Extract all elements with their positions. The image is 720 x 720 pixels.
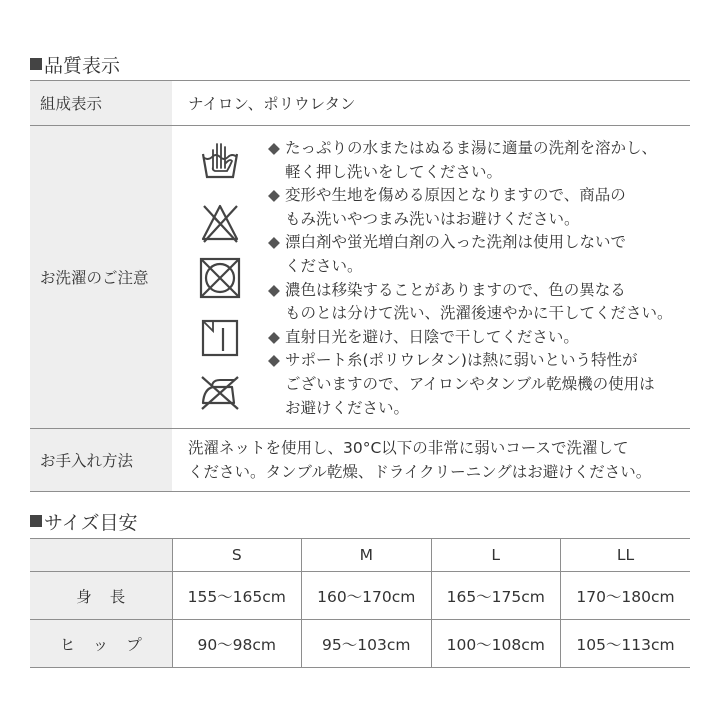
maintenance-text: 洗濯ネットを使用し、30°C以下の非常に弱いコースで洗濯して ください。タンブル乾燥、ドライクリーニングはお避けください。	[188, 439, 652, 481]
maintenance-row	[30, 429, 690, 492]
care-note-text: 漂白剤や蛍光増白剤の入った洗剤は使用しないで ください。	[285, 233, 627, 275]
care-note	[268, 137, 690, 184]
size-cell: 105〜113cm	[561, 620, 691, 668]
care-notes	[268, 126, 690, 428]
height-label-text: 身長	[76, 587, 144, 606]
care-note-text: 濃色は移染することがありますので、色の異なる ものとは分けて洗い、洗濯後速やかに干してください。	[285, 280, 673, 323]
quality-heading-text: 品質表示	[44, 54, 121, 77]
care-note	[268, 349, 690, 420]
heading-square-icon	[30, 58, 42, 70]
bullet-diamond-icon: ◆	[268, 351, 280, 370]
no-bleach-icon	[200, 203, 240, 243]
size-col-header: S	[172, 539, 302, 572]
care-note	[268, 279, 690, 326]
size-cell: 170〜180cm	[561, 572, 691, 620]
hand-wash-icon	[200, 140, 240, 180]
hip-label-text: ヒップ	[59, 635, 160, 654]
size-cell: 160〜170cm	[302, 572, 432, 620]
care-symbols	[172, 126, 268, 428]
care-note-text: たっぷりの水またはぬるま湯に適量の洗剤を溶かし、 軽く押し洗いをしてください。	[285, 139, 658, 181]
quality-table	[30, 80, 690, 492]
maintenance-label: お手入れ方法	[30, 429, 172, 491]
height-row	[30, 572, 690, 620]
care-note	[268, 184, 690, 231]
quality-section-heading	[30, 52, 120, 76]
size-cell: 165〜175cm	[431, 572, 561, 620]
care-label: お洗濯のご注意	[30, 126, 172, 428]
bullet-diamond-icon: ◆	[268, 327, 280, 346]
size-cell: 155〜165cm	[172, 572, 302, 620]
no-tumble-dry-icon	[198, 256, 242, 300]
composition-value: ナイロン、ポリウレタン	[188, 95, 356, 113]
size-col-header: L	[431, 539, 561, 572]
size-table	[30, 538, 690, 668]
size-corner-cell	[30, 539, 172, 572]
size-col-header: M	[302, 539, 432, 572]
composition-label: 組成表示	[30, 81, 172, 125]
bullet-diamond-icon: ◆	[268, 233, 280, 252]
size-header-row	[30, 539, 690, 572]
size-section-heading	[30, 509, 137, 533]
care-note-text: 変形や生地を傷める原因となりますので、商品の もみ洗いやつまみ洗いはお避けください。	[285, 186, 626, 228]
care-note-text: サポート糸(ポリウレタン)は熱に弱いという特性が ございますので、アイロンやタンブル乾燥機の使用は お避けください。	[285, 351, 655, 417]
composition-row	[30, 80, 690, 126]
maintenance-value	[172, 429, 690, 491]
care-note	[268, 326, 690, 350]
height-label	[30, 572, 172, 620]
care-note	[268, 231, 690, 278]
size-cell: 90〜98cm	[172, 620, 302, 668]
no-iron-icon	[198, 372, 242, 412]
heading-square-icon	[30, 515, 42, 527]
size-col-header: LL	[561, 539, 691, 572]
line-dry-shade-icon	[200, 318, 240, 358]
bullet-diamond-icon: ◆	[268, 186, 280, 205]
hip-row	[30, 620, 690, 668]
care-row	[30, 126, 690, 429]
size-cell: 95〜103cm	[302, 620, 432, 668]
care-content	[172, 126, 690, 428]
size-heading-text: サイズ目安	[44, 511, 138, 534]
bullet-diamond-icon: ◆	[268, 280, 280, 299]
size-cell: 100〜108cm	[431, 620, 561, 668]
hip-label	[30, 620, 172, 668]
bullet-diamond-icon: ◆	[268, 139, 280, 157]
care-note-text: 直射日光を避け、日陰で干してください。	[285, 327, 579, 346]
